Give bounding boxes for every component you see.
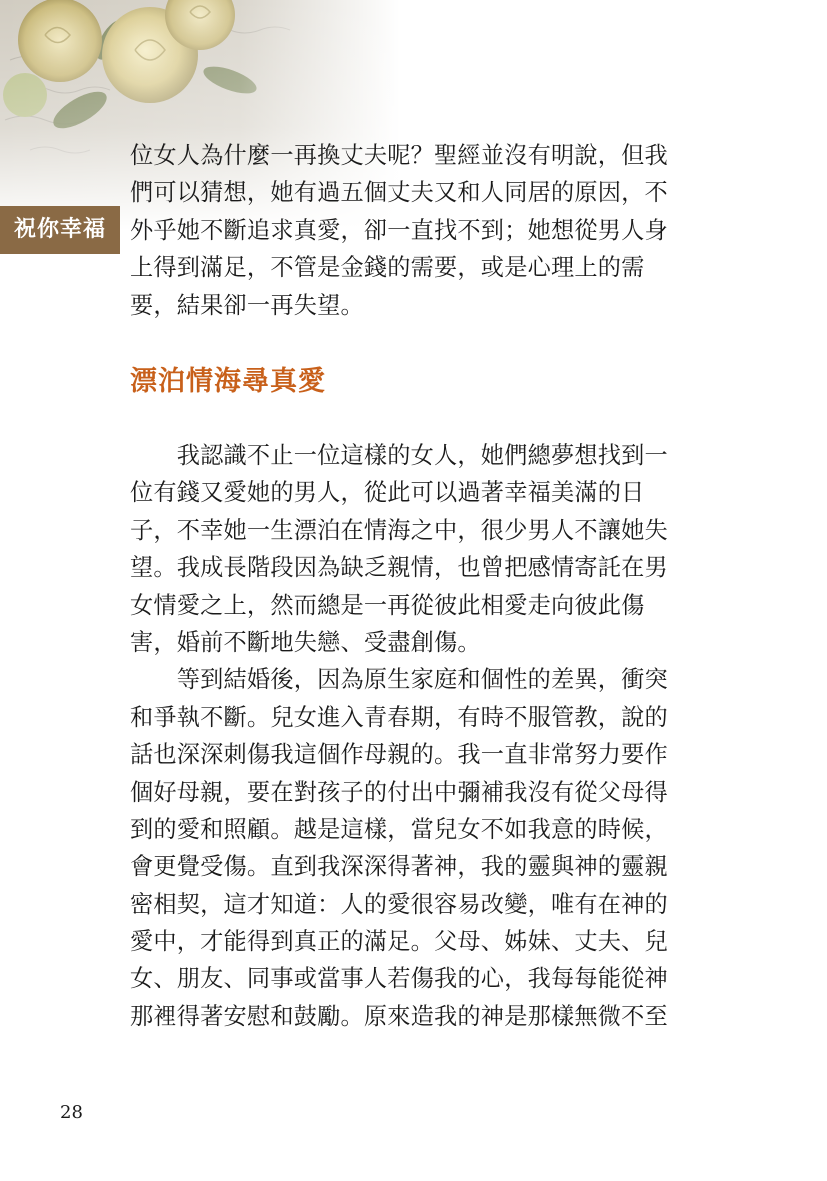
text-line: 外乎她不斷追求真愛，卻一直找不到；她想從男人身: [130, 216, 668, 244]
page-number: 28: [60, 1102, 83, 1123]
text-line: 和爭執不斷。兒女進入青春期，有時不服管教，說的: [130, 703, 668, 731]
text-line: 望。我成長階段因為缺乏親情，也曾把感情寄託在男: [130, 554, 668, 582]
text-line: 等到結婚後，因為原生家庭和個性的差異，衝突: [130, 666, 668, 694]
text-line: 子，不幸她一生漂泊在情海之中，很少男人不讓她失: [130, 516, 668, 544]
text-line: 我認識不止一位這樣的女人，她們總夢想找到一: [130, 442, 668, 469]
text-line: 個好母親，要在對孩子的付出中彌補我沒有從父母得: [130, 778, 668, 806]
text-line: 們可以猜想，她有過五個丈夫又和人同居的原因，不: [130, 179, 668, 207]
section-tab: 祝你幸福: [0, 206, 120, 254]
text-line: 位女人為什麼一再換丈夫呢？聖經並沒有明說，但我: [130, 142, 668, 169]
text-line: 女、朋友、同事或當事人若傷我的心，我每每能從神: [130, 965, 668, 993]
body-text: [130, 437, 710, 1035]
text-line: 要，結果卻一再失望。: [130, 291, 364, 319]
intro-paragraph: [130, 137, 710, 324]
text-line: 那裡得著安慰和鼓勵。原來造我的神是那樣無微不至: [130, 1002, 668, 1030]
text-line: 話也深深刺傷我這個作母親的。我一直非常努力要作: [130, 741, 668, 769]
text-line: 密相契，這才知道：人的愛很容易改變，唯有在神的: [130, 890, 668, 918]
section-heading: 漂泊情海尋真愛: [130, 366, 326, 397]
text-line: 害，婚前不斷地失戀、受盡創傷。: [130, 628, 481, 656]
text-line: 女情愛之上，然而總是一再從彼此相愛走向彼此傷: [130, 591, 645, 619]
text-line: 到的愛和照顧。越是這樣，當兒女不如我意的時候，: [130, 815, 668, 843]
text-line: 位有錢又愛她的男人，從此可以過著幸福美滿的日: [130, 479, 645, 507]
text-line: 愛中，才能得到真正的滿足。父母、姊妹、丈夫、兒: [130, 928, 668, 956]
text-line: 上得到滿足，不管是金錢的需要，或是心理上的需: [130, 254, 645, 282]
text-line: 會更覺受傷。直到我深深得著神，我的靈與神的靈親: [130, 853, 668, 881]
